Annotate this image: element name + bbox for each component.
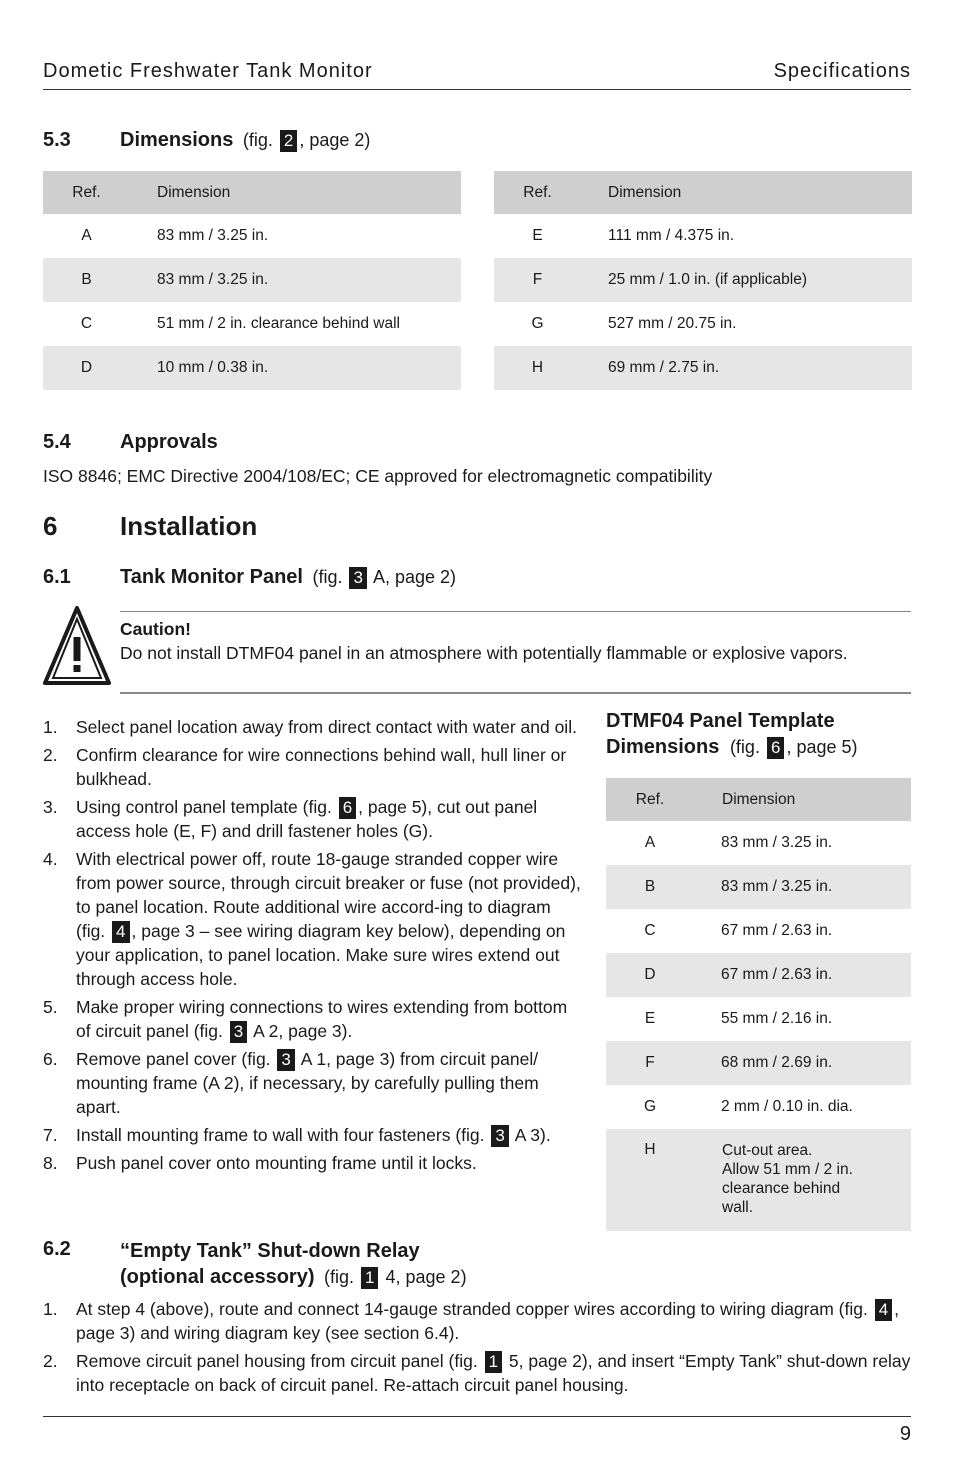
ref-cell: D xyxy=(43,346,130,390)
col-dimension-header: Dimension xyxy=(581,171,912,214)
ref-cell: H xyxy=(494,346,581,390)
dimension-line: Cut-out area. xyxy=(722,1142,813,1159)
dimension-cell: 83 mm / 3.25 in. xyxy=(694,865,911,909)
list-item xyxy=(43,1151,583,1175)
caution-box xyxy=(120,617,911,665)
dimension-line: wall. xyxy=(722,1199,754,1216)
col-ref-header: Ref. xyxy=(43,171,130,214)
dimensions-table-right xyxy=(494,171,912,390)
figure-reference xyxy=(725,737,858,757)
dimension-cell: 527 mm / 20.75 in. xyxy=(608,315,737,332)
step-text: Select panel location away from direct contact with water and oil. xyxy=(76,717,577,737)
ref-cell: C xyxy=(80,315,93,332)
table-row xyxy=(606,865,911,909)
dimension-cell: 83 mm / 3.25 in. xyxy=(130,258,461,302)
ref-cell: D xyxy=(606,953,694,997)
approvals-text: ISO 8846; EMC Directive 2004/108/EC; CE approved for electromagnetic compatibility xyxy=(43,466,713,486)
ref-cell: G xyxy=(643,1098,657,1115)
step-text: Install mounting frame to wall with four fasteners (fig. xyxy=(76,1125,490,1145)
step-text: Push panel cover onto mounting frame until it locks. xyxy=(76,1153,477,1173)
warning-triangle-icon xyxy=(43,605,111,690)
section-title-line1: “Empty Tank” Shut-down Relay xyxy=(120,1240,420,1262)
ref-cell: F xyxy=(606,1041,694,1085)
section-name: Specifications xyxy=(773,60,911,82)
step-text: Confirm clearance for wire connections behind wall, hull liner or bulkhead. xyxy=(76,745,567,789)
list-item xyxy=(43,995,583,1043)
relay-steps-list xyxy=(43,1297,911,1401)
figure-number-badge: 1 xyxy=(361,1267,378,1289)
section-number: 6.1 xyxy=(43,566,71,588)
list-item xyxy=(43,847,583,991)
table-row xyxy=(43,214,461,258)
dimension-cell: 10 mm / 0.38 in. xyxy=(130,346,461,390)
step-text: 5, page 2), and insert “Empty Tank” shut-down relay into receptacle on back of circuit panel. Re-attach circuit panel housing. xyxy=(76,1351,911,1395)
list-item xyxy=(43,1297,911,1345)
table-row xyxy=(494,258,912,302)
step-number: 1. xyxy=(43,717,58,737)
figure-number-badge: 1 xyxy=(485,1351,502,1373)
figure-number-badge: 3 xyxy=(491,1125,508,1147)
installation-steps-list xyxy=(43,715,583,1179)
figure-reference xyxy=(319,1267,467,1287)
table-row xyxy=(606,1041,911,1085)
step-number: 3. xyxy=(43,797,58,817)
list-item xyxy=(43,715,583,739)
step-text: Remove panel cover (fig. xyxy=(76,1049,276,1069)
table-row xyxy=(494,214,912,258)
table-row xyxy=(43,302,461,346)
fig-prefix: (fig. xyxy=(312,567,343,587)
chapter-title: Installation xyxy=(120,511,258,541)
step-text: With electrical power off, route 18-gauge stranded copper wire from power source, through circuit breaker or fuse (not provided), to panel location. Route additional wire accord-ing to diagram (fig. xyxy=(76,849,581,941)
step-text: Remove circuit panel housing from circuit panel (fig. xyxy=(76,1351,483,1371)
section-number: 5.4 xyxy=(43,431,71,453)
caution-top-rule xyxy=(120,611,911,612)
section-number: 6.2 xyxy=(43,1238,71,1260)
dimension-cell: 69 mm / 2.75 in. xyxy=(581,346,912,390)
dimension-cell: 2 mm / 0.10 in. dia. xyxy=(721,1098,853,1115)
figure-number-badge: 4 xyxy=(875,1299,892,1321)
document-title: Dometic Freshwater Tank Monitor xyxy=(43,60,373,82)
step-number: 6. xyxy=(43,1049,58,1069)
step-text: A 3). xyxy=(510,1125,551,1145)
dimension-cell: 25 mm / 1.0 in. (if applicable) xyxy=(581,258,912,302)
fig-prefix: (fig. xyxy=(729,737,760,757)
step-number: 8. xyxy=(43,1153,58,1173)
header-divider xyxy=(43,89,911,90)
figure-number-badge: 3 xyxy=(277,1049,294,1071)
dimension-line: Allow 51 mm / 2 in. xyxy=(722,1161,853,1178)
list-item xyxy=(43,1349,911,1397)
list-item xyxy=(43,795,583,843)
dimension-line: clearance behind xyxy=(722,1180,841,1197)
figure-number-badge: 2 xyxy=(280,130,297,152)
caution-bottom-rule xyxy=(120,692,911,694)
dimension-cell xyxy=(694,1129,911,1231)
ref-cell: A xyxy=(644,834,656,851)
table-row xyxy=(494,346,912,390)
ref-cell: B xyxy=(43,258,130,302)
table-row xyxy=(606,909,911,953)
ref-cell: E xyxy=(532,227,543,244)
fig-suffix: A, page 2) xyxy=(372,567,457,587)
table-row xyxy=(606,821,911,865)
list-item xyxy=(43,1123,583,1147)
table-row xyxy=(606,997,911,1041)
figure-number-badge: 3 xyxy=(230,1021,247,1043)
section-6-1-title-block xyxy=(120,566,456,589)
table-row xyxy=(606,1085,911,1129)
section-5-3-heading xyxy=(43,129,71,152)
figure-number-badge: 6 xyxy=(339,797,356,819)
step-number: 2. xyxy=(43,1351,58,1371)
step-text: , page 3) and wiring diagram key (see section 6.4). xyxy=(76,1299,900,1343)
section-title: Approvals xyxy=(120,431,218,453)
step-text: Make proper wiring connections to wires extending from bottom of circuit panel (fig. xyxy=(76,997,568,1041)
col-dimension-header: Dimension xyxy=(694,778,911,821)
list-item xyxy=(43,1047,583,1119)
caution-text: Do not install DTMF04 panel in an atmosphere with potentially flammable or explosive vapors. xyxy=(120,643,848,663)
step-text: , page 3 – see wiring diagram key below), depending on your application, to panel location. Make sure wires extend out through access hole. xyxy=(76,921,566,989)
ref-cell: B xyxy=(606,865,694,909)
template-dimensions-table xyxy=(606,778,911,1231)
ref-cell: E xyxy=(644,1010,656,1027)
table-row xyxy=(43,258,461,302)
figure-number-badge: 4 xyxy=(112,921,129,943)
dimension-cell: 83 mm / 3.25 in. xyxy=(721,834,833,851)
dimensions-table-left xyxy=(43,171,461,390)
section-title: Tank Monitor Panel xyxy=(120,566,303,588)
ref-cell: F xyxy=(494,258,581,302)
col-dimension-header: Dimension xyxy=(130,171,461,214)
ref-cell: C xyxy=(644,922,656,939)
section-title: Dimensions xyxy=(120,129,234,151)
chapter-number: 6 xyxy=(43,511,58,541)
step-number: 2. xyxy=(43,745,58,765)
col-ref-header: Ref. xyxy=(606,778,694,821)
fig-prefix: (fig. xyxy=(242,130,273,150)
table-row xyxy=(494,302,912,346)
table-row xyxy=(606,1129,911,1231)
page-number: 9 xyxy=(899,1423,911,1445)
fig-suffix: 4, page 2) xyxy=(385,1267,467,1287)
table-row xyxy=(606,953,911,997)
step-text: A 1, page 3) from circuit panel/ mounting frame (A 2), if necessary, by carefully pulling them apart. xyxy=(76,1049,539,1117)
caution-title: Caution! xyxy=(120,619,191,639)
ref-cell: G xyxy=(531,315,544,332)
dimension-cell: 51 mm / 2 in. clearance behind wall xyxy=(157,315,400,332)
section-5-3-title-block xyxy=(120,129,370,152)
step-number: 5. xyxy=(43,997,58,1017)
ref-cell: H xyxy=(606,1129,694,1231)
step-number: 1. xyxy=(43,1299,58,1319)
section-number: 5.3 xyxy=(43,129,71,151)
dimension-cell: 111 mm / 4.375 in. xyxy=(608,227,735,244)
footer-divider xyxy=(43,1416,911,1417)
template-title-line1: DTMF04 Panel Template xyxy=(606,710,835,732)
list-item xyxy=(43,743,583,791)
step-text: At step 4 (above), route and connect 14-gauge stranded copper wires according to wiring diagram (fig. xyxy=(76,1299,873,1319)
figure-number-badge: 6 xyxy=(767,737,784,759)
step-text: A 2, page 3). xyxy=(249,1021,353,1041)
dimension-cell: 55 mm / 2.16 in. xyxy=(721,1010,833,1027)
step-text: , page 5), cut out panel access hole (E, F) and drill fastener holes (G). xyxy=(76,797,538,841)
template-title-line2: Dimensions xyxy=(606,736,720,758)
dimension-cell: 67 mm / 2.63 in. xyxy=(721,922,833,939)
fig-prefix: (fig. xyxy=(323,1267,354,1287)
section-title-line2: (optional accessory) xyxy=(120,1266,315,1288)
step-number: 4. xyxy=(43,849,58,869)
figure-number-badge: 3 xyxy=(349,567,366,589)
section-6-2-title-block xyxy=(120,1238,467,1292)
step-text: Using control panel template (fig. xyxy=(76,797,337,817)
fig-suffix: , page 2) xyxy=(299,130,371,150)
template-dimensions-heading xyxy=(606,708,911,760)
table-row xyxy=(43,346,461,390)
figure-reference xyxy=(307,567,456,587)
dimension-cell: 67 mm / 2.63 in. xyxy=(694,953,911,997)
fig-suffix: , page 5) xyxy=(786,737,858,757)
dimension-cell: 68 mm / 2.69 in. xyxy=(694,1041,911,1085)
step-number: 7. xyxy=(43,1125,58,1145)
col-ref-header: Ref. xyxy=(494,171,581,214)
figure-reference xyxy=(238,130,371,150)
ref-cell: A xyxy=(81,227,92,244)
dimension-cell: 83 mm / 3.25 in. xyxy=(157,227,269,244)
